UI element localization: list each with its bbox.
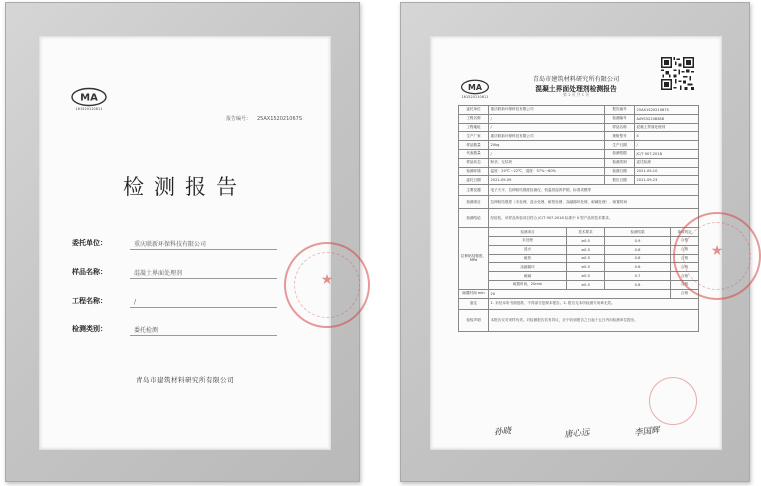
table-row <box>459 209 699 228</box>
cell-label: 报告编号 <box>605 106 635 115</box>
ma-icon <box>70 87 108 107</box>
equipment-value: 电子天平、拉伸粘结强度检测仪、恒温恒湿养护箱、标准试模等 <box>489 185 699 196</box>
grid-item: 晾置时间，20min <box>489 280 567 289</box>
svg-text:MA: MA <box>80 92 98 104</box>
grid-header: 技术要求 <box>567 228 605 237</box>
indicators-value: 拉伸粘结强度（未处理、浸水处理、耐热处理、冻融循环处理、耐碱处理）、晾置时间 <box>489 196 699 209</box>
grid-verdict: 合格 <box>671 245 699 254</box>
cell-value: 重庆联新环保科技有限公司 <box>489 132 605 141</box>
grid-result: 0.7 <box>605 272 671 281</box>
underline <box>130 249 277 250</box>
grid-result: 0.9 <box>605 236 671 245</box>
report-number-value: 25AX152021067S <box>256 116 302 122</box>
cell-label: 检测日期 <box>605 167 635 176</box>
field-project <box>72 293 277 309</box>
cell-value: / <box>489 149 605 158</box>
cell-label: 工程地址 <box>459 123 489 132</box>
ma-code: 161520110611 <box>461 95 489 99</box>
cell-label: 晾置时间 min <box>459 289 489 298</box>
table-row <box>459 114 699 123</box>
page-count: 第 1 页 共 1 页 <box>562 92 590 97</box>
signature-row <box>458 421 698 439</box>
cell-label: 生产日期 <box>605 141 635 150</box>
cell-label: 备注 <box>459 298 489 309</box>
grid-row <box>459 263 699 272</box>
field-sample <box>72 264 277 280</box>
grid-item: 耐热 <box>489 254 567 263</box>
cell-label: 检测环境 <box>459 167 489 176</box>
table-row <box>459 123 699 132</box>
cell-value: 重庆联新环保科技有限公司 <box>489 106 605 115</box>
grid-header: 检测结果 <box>605 228 671 237</box>
cell-label: 委托单位 <box>459 106 489 115</box>
grid-row <box>459 272 699 281</box>
table-row <box>459 298 699 309</box>
cell-value: II <box>635 132 699 141</box>
report-page-frame <box>400 2 750 482</box>
cell-label: 样品状态 <box>459 158 489 167</box>
field-category-label: 检测类别： <box>72 324 107 333</box>
table-row <box>459 196 699 209</box>
grid-verdict: 合格 <box>671 263 699 272</box>
field-client <box>72 235 277 251</box>
open-time-value: 20 <box>489 289 671 298</box>
cell-label: 规格型号 <box>605 132 635 141</box>
field-category <box>72 321 277 337</box>
grid-header: 单项判定 <box>671 228 699 237</box>
remark-value: 1. 未经本所书面批准，不得部分复制本报告。2. 报告无本所检测专用章无效。 <box>489 298 699 309</box>
cell-value: / <box>635 141 699 150</box>
table-row <box>459 132 699 141</box>
table-row <box>459 106 699 115</box>
cell-label: 检测结论 <box>459 209 489 228</box>
cell-value: 委托检测 <box>635 158 699 167</box>
table-row <box>459 176 699 185</box>
table-row <box>459 141 699 150</box>
cell-value: 20kg <box>489 141 605 150</box>
open-time-verdict: 合格 <box>671 289 699 298</box>
grid-row <box>459 245 699 254</box>
cell-value: 2021-09-09 <box>489 176 605 185</box>
report-title: 混凝土界面处理剂检测报告 <box>535 85 617 93</box>
grid-verdict: 合格 <box>671 280 699 289</box>
grid-requirement: ≥0.5 <box>567 263 605 272</box>
cell-label: 委托日期 <box>459 176 489 185</box>
ma-certification-logo <box>70 87 108 111</box>
table-row <box>459 309 699 331</box>
cell-value: AAYS52108388 <box>635 114 699 123</box>
cell-value: / <box>489 123 605 132</box>
table-row <box>459 149 699 158</box>
cell-label: 主要仪器 <box>459 185 489 196</box>
red-seal-stamp: ★ <box>284 242 370 328</box>
grid-header: 检测项目 <box>489 228 567 237</box>
cell-label: 生产厂家 <box>459 132 489 141</box>
grid-requirement: ≥0.5 <box>567 280 605 289</box>
cover-page <box>40 37 334 449</box>
cell-value: 25AX152021067S <box>635 106 699 115</box>
cell-label: 代表数量 <box>459 149 489 158</box>
field-sample-label: 样品名称： <box>72 267 107 276</box>
ma-code: 161520110611 <box>75 107 103 111</box>
reviewer-signature: 唐心远 <box>563 427 591 441</box>
grid-verdict: 合格 <box>671 236 699 245</box>
underline <box>130 278 277 279</box>
cover-organization: 青岛市建筑材料研究所有限公司 <box>136 376 234 384</box>
grid-result: 0.8 <box>605 254 671 263</box>
grid-item: 冻融循环 <box>489 263 567 272</box>
cell-value: 2021-09-23 <box>635 176 699 185</box>
grid-result: 0.6 <box>605 263 671 272</box>
red-seal-stamp: ★ <box>673 212 761 300</box>
statement-value: 本报告仅对来样负责。对检测报告若有异议，应于收到报告之日起十五日内向检测单位提出。 <box>489 309 699 331</box>
table-row <box>459 167 699 176</box>
qr-code-icon <box>661 57 694 90</box>
cover-page-frame <box>5 2 360 482</box>
field-project-value: / <box>134 299 137 306</box>
grid-item: 耐碱 <box>489 272 567 281</box>
tester-signature: 李国辉 <box>633 425 661 439</box>
report-organization: 青岛市建筑材料研究所有限公司 <box>532 76 620 83</box>
underline <box>130 307 277 308</box>
field-category-value: 委托检测 <box>134 327 159 334</box>
field-project-label: 工程名称： <box>72 296 107 305</box>
grid-verdict: 合格 <box>671 272 699 281</box>
report-table <box>458 105 699 332</box>
red-seal-stamp-small <box>649 377 697 425</box>
cell-label: 检测项目 <box>459 196 489 209</box>
grid-result: 0.6 <box>605 245 671 254</box>
cover-title: 检测报告 <box>123 175 247 199</box>
conclusion-value: 经检验，该样品所检项目符合 JC/T 907-2018 标准中 II 型产品的技术要求。 <box>489 209 699 228</box>
grid-row <box>459 280 699 289</box>
grid-requirement: ≥0.5 <box>567 245 605 254</box>
underline <box>130 335 277 336</box>
cell-value: 粉状、无结块 <box>489 158 605 167</box>
grid-item: 浸水 <box>489 245 567 254</box>
table-row <box>459 289 699 298</box>
cell-value: / <box>489 114 605 123</box>
cell-label: 报告日期 <box>605 176 635 185</box>
grid-requirement: ≥0.5 <box>567 254 605 263</box>
field-client-value: 重庆联新环保科技有限公司 <box>134 241 207 248</box>
cell-label: 工程名称 <box>459 114 489 123</box>
report-number <box>226 115 302 122</box>
field-sample-value: 混凝土界面处理剂 <box>134 270 183 277</box>
grid-row <box>459 236 699 245</box>
table-row <box>459 158 699 167</box>
field-client-label: 委托单位： <box>72 238 107 247</box>
grid-result: 0.8 <box>605 280 671 289</box>
approver-signature: 孙晓 <box>493 426 512 438</box>
table-row <box>459 185 699 196</box>
grid-requirement: ≥0.5 <box>567 272 605 281</box>
cell-label: 检测类别 <box>605 158 635 167</box>
cell-value: 2021-09-10 <box>635 167 699 176</box>
cell-label: 样品数量 <box>459 141 489 150</box>
report-number-label: 报告编号： <box>225 116 251 122</box>
cell-value: JC/T 907-2018 <box>635 149 699 158</box>
grid-row <box>459 254 699 263</box>
section-label: 拉伸粘结强度，MPa <box>459 228 489 290</box>
report-page <box>431 37 724 449</box>
grid-item: 未处理 <box>489 236 567 245</box>
cell-label: 检测编号 <box>605 114 635 123</box>
cell-value: 温度：20℃～22℃，湿度：57%～60% <box>489 167 605 176</box>
grid-header-row <box>459 228 699 237</box>
cell-label: 检验声明 <box>459 309 489 331</box>
cell-value: 混凝土界面处理剂 <box>635 123 699 132</box>
svg-text:MA: MA <box>468 82 482 92</box>
grid-verdict: 合格 <box>671 254 699 263</box>
grid-requirement: ≥0.5 <box>567 236 605 245</box>
cell-label: 样品名称 <box>605 123 635 132</box>
cell-label: 检测依据 <box>605 149 635 158</box>
